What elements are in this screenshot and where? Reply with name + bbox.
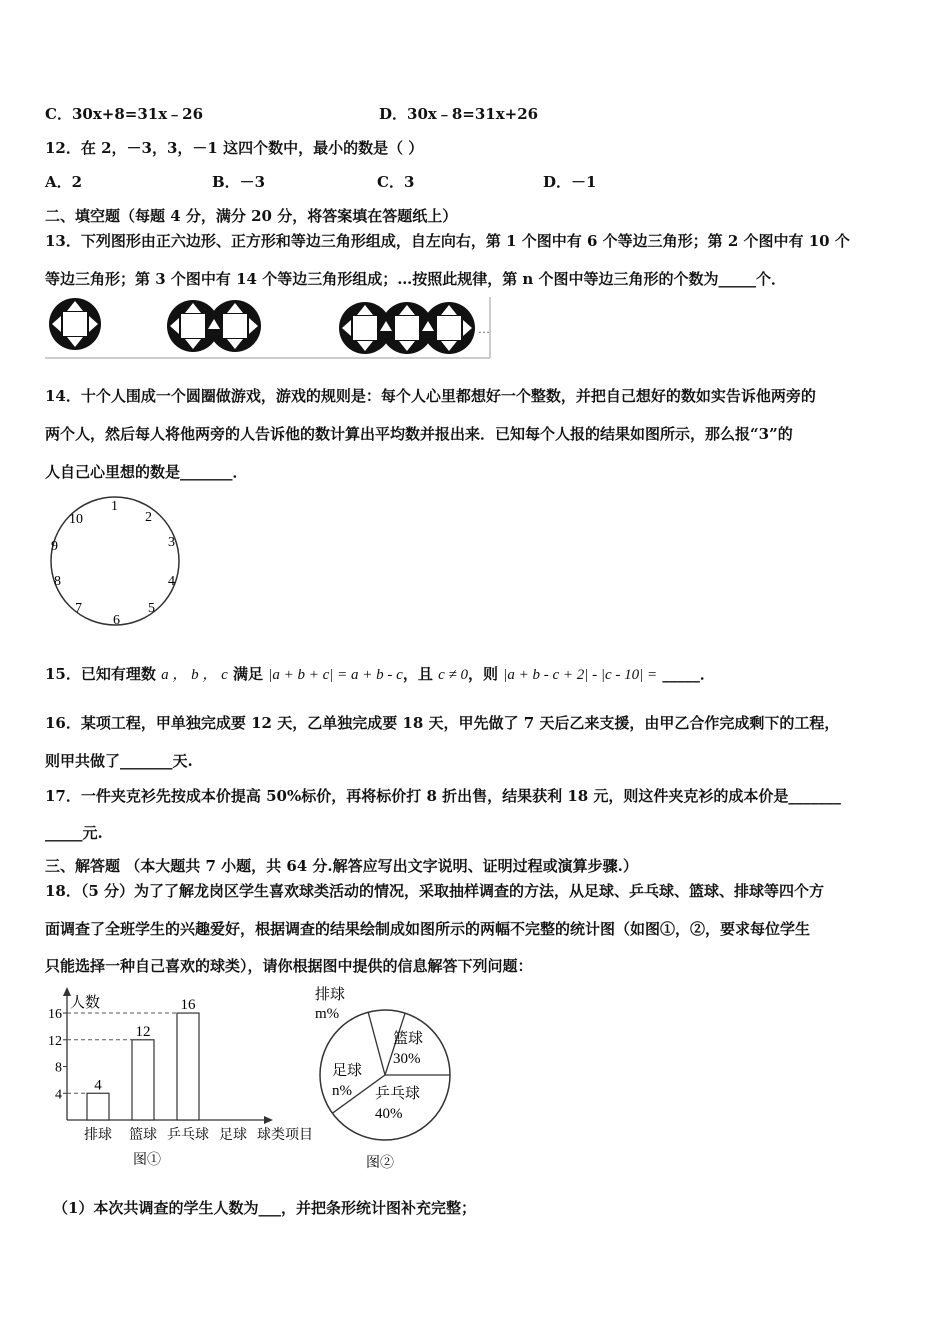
q15-blank: _____． — [662, 665, 715, 683]
q12-option-d: D．－1 — [543, 173, 597, 191]
q15-line — [45, 663, 715, 684]
pie-slice-label: 30% — [393, 1051, 421, 1067]
y-tick-label: 8 — [55, 1060, 62, 1076]
pie-slice-name: 排球 — [315, 987, 346, 1003]
pie-slice-name: 乒乓球 — [375, 1086, 421, 1102]
q12-stem: 12．在 2，－3，3，－1 这四个数中，最小的数是（ ） — [45, 139, 424, 157]
y-axis-label: 人数 — [70, 995, 101, 1011]
pie-slice-label: n% — [332, 1083, 352, 1099]
bar-value-label: 4 — [94, 1077, 102, 1094]
q15-condition: |a + b + c| = a + b - c — [268, 667, 403, 683]
y-tick-label: 4 — [55, 1087, 62, 1103]
circle-number: 6 — [113, 613, 120, 628]
q18-line-1: 18．（5 分）为了了解龙岗区学生喜欢球类活动的情况，采取抽样调查的方法，从足球、乒乓球、篮球、排球等四个方 — [45, 882, 825, 900]
bar-chart-figure-1 — [45, 985, 335, 1174]
circle-number: 5 — [148, 601, 155, 616]
q14-line-2: 两个人，然后每人将他两旁的人告诉他的数计算出平均数并报出来．已知每个人报的结果如图所示，那么报“3”的 — [45, 425, 793, 443]
q11-option-c: C．30x+8=31x﹣26 — [45, 105, 204, 123]
x-tick-label: 篮球 — [129, 1128, 157, 1143]
x-axis-arrow — [264, 1116, 273, 1124]
q15-and: ，且 — [402, 665, 433, 683]
q14-number-circle — [45, 495, 190, 634]
q18-sub-question-1: （1）本次共调查的学生人数为___，并把条形统计图补充完整； — [53, 1199, 476, 1217]
circle-number: 9 — [51, 539, 58, 554]
chart-title: 图② — [366, 1156, 394, 1171]
hexagon-figure-3 — [339, 302, 475, 354]
circle-number: 1 — [111, 499, 118, 514]
q15-variables: a ， b ， c — [161, 667, 228, 683]
section-3-heading: 三、解答题 （本大题共 7 小题，共 64 分.解答应写出文字说明、证明过程或演算步骤.） — [45, 857, 638, 875]
pattern-ellipsis: … — [478, 322, 490, 336]
y-tick-label: 12 — [48, 1033, 62, 1049]
q13-pattern-figures — [45, 297, 495, 363]
q13-line-1: 13．下列图形由正六边形、正方形和等边三角形组成，自左向右，第 1 个图中有 6 个等边三角形；第 2 个图中有 10 个 — [45, 232, 850, 250]
hexagon-figure-2 — [167, 300, 261, 352]
pie-chart-figure-2 — [305, 985, 460, 1179]
q15-condition-2: c ≠ 0 — [438, 667, 468, 683]
circle-number: 7 — [75, 601, 82, 616]
y-tick-label: 16 — [48, 1007, 62, 1023]
q15-satisfy: 满足 — [233, 665, 264, 683]
x-tick-label: 排球 — [84, 1128, 112, 1143]
circle-number: 10 — [69, 512, 83, 527]
pie-slice-label: m% — [315, 1006, 340, 1022]
circle-number: 4 — [168, 574, 175, 589]
q15-prefix: 15．已知有理数 — [45, 665, 156, 683]
bar-value-label: 16 — [180, 997, 196, 1014]
q18-line-3: 只能选择一种自己喜欢的球类），请你根据图中提供的信息解答下列问题： — [45, 957, 533, 975]
q14-line-3: 人自己心里想的数是_______． — [45, 463, 248, 481]
q12-option-a: A．2 — [45, 173, 83, 191]
q14-line-1: 14．十个人围成一个圆圈做游戏，游戏的规则是：每个人心里都想好一个整数，并把自己想好的数如实告诉他两旁的 — [45, 387, 816, 405]
x-axis-label: 球类项目 — [257, 1128, 313, 1143]
bar — [177, 1013, 199, 1120]
x-tick-label: 乒乓球 — [167, 1128, 209, 1143]
circle-number: 3 — [168, 535, 175, 550]
pie-slice-name: 足球 — [332, 1063, 363, 1079]
q16-line-2: 则甲共做了_______天. — [45, 752, 193, 770]
q15-then: ，则 — [467, 665, 498, 683]
pie-slice-label: 40% — [375, 1106, 403, 1122]
circle-number: 2 — [145, 510, 152, 525]
chart-title: 图① — [133, 1153, 161, 1168]
q18-line-2: 面调查了全班学生的兴趣爱好，根据调查的结果绘制成如图所示的两幅不完整的统计图（如图①，②，要求每位学生 — [45, 920, 811, 938]
q12-option-c: C．3 — [377, 173, 415, 191]
circle-number: 8 — [54, 574, 61, 589]
bar-value-label: 12 — [135, 1023, 151, 1040]
q17-line-2: _____元. — [45, 824, 103, 842]
q11-option-d: D．30x﹣8=31x+26 — [379, 105, 539, 123]
q17-line-1: 17．一件夹克衫先按成本价提高 50%标价，再将标价打 8 折出售，结果获利 18 元，则这件夹克衫的成本价是_______ — [45, 787, 841, 805]
x-tick-label: 足球 — [219, 1128, 247, 1143]
q13-line-2: 等边三角形；第 3 个图中有 14 个等边三角形组成；…按照此规律，第 n 个图中等边三角形的个数为_____个． — [45, 270, 787, 288]
bar — [87, 1093, 109, 1120]
q15-expression: |a + b - c + 2| - |c - 10| = — [503, 667, 658, 683]
pie-slice-name: 篮球 — [393, 1031, 424, 1047]
bar — [132, 1040, 154, 1120]
q16-line-1: 16．某项工程，甲单独完成要 12 天，乙单独完成要 18 天，甲先做了 7 天后乙来支援，由甲乙合作完成剩下的工程， — [45, 714, 840, 732]
section-2-heading: 二、填空题（每题 4 分，满分 20 分，将答案填在答题纸上） — [45, 207, 458, 225]
hexagon-figure-1 — [49, 298, 101, 350]
q12-option-b: B．－3 — [212, 173, 266, 191]
